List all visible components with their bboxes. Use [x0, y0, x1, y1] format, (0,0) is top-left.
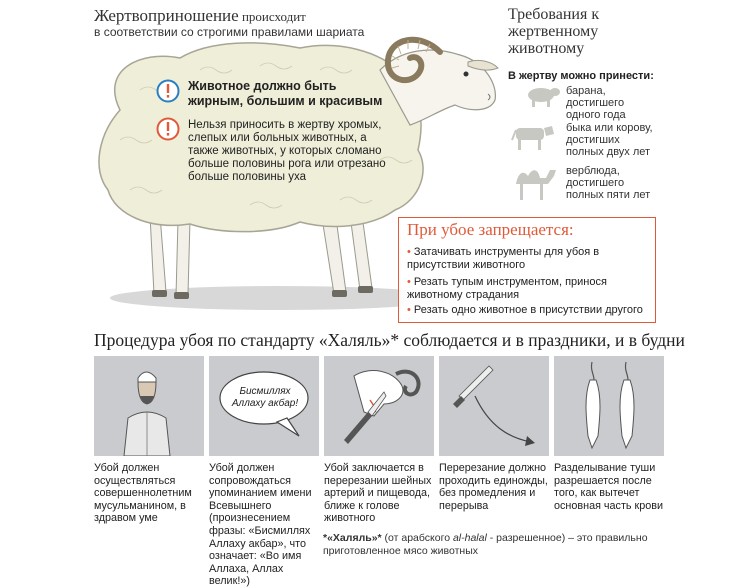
title-rest: происходит — [238, 9, 306, 24]
cow-icon — [510, 122, 556, 152]
footnote-origin: al-halal — [452, 532, 487, 544]
knife-arrow-icon — [439, 356, 549, 456]
prohibited-item-1: • Затачивать инструменты для убоя в присутствии животного — [407, 246, 600, 271]
requirements-title: Требования к жертвенному животному — [508, 6, 600, 57]
procedure-caption-1: Убой должен осуществляться совершеннолетним мусульманином, в здравом уме — [94, 462, 192, 525]
procedure-title: Процедура убоя по стандарту «Халяль»* соблюдается и в праздники, и в будни — [94, 330, 685, 350]
procedure-caption-5: Разделывание туши разрешается после того, как вытечет основная часть крови — [554, 462, 664, 512]
sheep-icon — [525, 84, 561, 108]
prohibited-title: При убое запрещается: — [407, 220, 574, 239]
camel-icon — [510, 162, 560, 202]
prohibited-box — [398, 217, 656, 323]
procedure-panel-5 — [554, 356, 664, 456]
hanging-carcass-icon — [554, 356, 664, 456]
procedure-panel-2 — [209, 356, 319, 456]
speech-bubble-text: Бисмиллях Аллаху акбар! — [231, 386, 299, 409]
procedure-caption-2: Убой должен сопровождаться упоминанием имени Всевышнего (произнесением фразы: «Бисмиллях Аллаху акбар», что означает: «Во имя Аллаха, Аллах велик!») — [209, 462, 312, 588]
requirement-camel: верблюда, достигшего полных пяти лет — [566, 165, 651, 201]
page-title — [94, 6, 306, 27]
page-subtitle: в соответствии со строгими правилами шариата — [94, 25, 365, 39]
muslim-man-icon — [94, 356, 204, 456]
procedure-panel-4 — [439, 356, 549, 456]
procedure-panel-3 — [324, 356, 434, 456]
exclamation-blue-icon — [156, 79, 180, 103]
prohibited-item-2: • Резать тупым инструментом, принося животному страдания — [407, 276, 607, 301]
requirement-cow: быка или корову, достигших полных двух лет — [566, 122, 653, 158]
exclamation-red-icon — [156, 117, 180, 141]
title-lead: Жертвоприношение — [94, 6, 239, 25]
prohibited-item-3: • Резать одно животное в присутствии другого — [407, 304, 643, 316]
ram-head-knife-icon — [324, 356, 434, 456]
requirements-subtitle: В жертву можно принести: — [508, 70, 654, 82]
footnote — [323, 532, 653, 557]
footnote-open: (от арабского — [381, 532, 453, 544]
requirement-sheep: барана, достигшего одного года — [566, 85, 626, 121]
warning-text-2: Нельзя приносить в жертву хромых, слепых или больных животных, а также животных, у которых сломано больше половины рога или отрезано больше половины уха — [188, 119, 386, 183]
footnote-rest: - разрешенное) – это правильно приготовленное мясо животных — [323, 532, 648, 557]
procedure-panel-1 — [94, 356, 204, 456]
procedure-caption-4: Перерезание должно проходить единожды, без промедления и перерыва — [439, 462, 548, 512]
procedure-caption-3: Убой заключается в перерезании шейных артерий и пищевода, ближе к голове животного — [324, 462, 432, 525]
warning-text-1: Животное должно быть жирным, большим и красивым — [188, 79, 383, 108]
footnote-term: *«Халяль»* — [323, 532, 382, 544]
